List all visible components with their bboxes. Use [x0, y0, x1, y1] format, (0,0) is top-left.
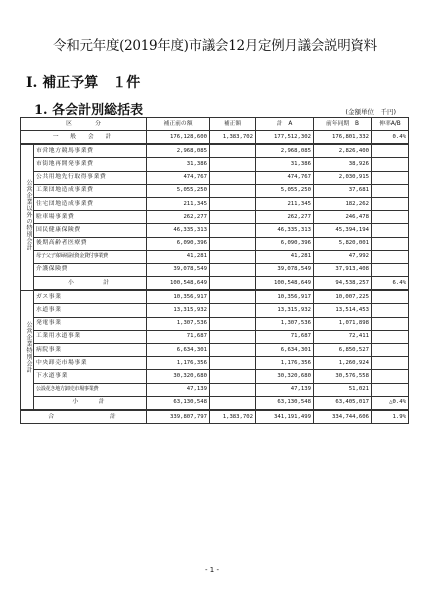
header-row — [21, 118, 409, 131]
enterprise-total: 10,356,917 — [256, 290, 314, 304]
enterprise-prior-year: 72,411 — [314, 330, 372, 343]
special-row — [21, 237, 409, 250]
special-prior-year: 45,394,194 — [314, 224, 372, 237]
enterprise-correction — [210, 330, 256, 343]
enterprise-name: 病院事業 — [34, 344, 147, 357]
section-heading: Ⅰ. 補正予算 １件 — [26, 75, 141, 91]
page-number: - 1 - — [205, 566, 219, 574]
enterprise-prior-year: 51,021 — [314, 383, 372, 396]
special-budget-before: 474,767 — [147, 171, 210, 184]
special-group-label — [21, 144, 34, 290]
special-prior-year: 182,262 — [314, 197, 372, 210]
special-subtotal-label: 小 計 — [34, 277, 147, 291]
general-prior-year: 176,801,332 — [314, 131, 372, 145]
special-prior-year: 2,826,400 — [314, 144, 372, 158]
special-correction — [210, 158, 256, 171]
special-budget-before: 6,090,396 — [147, 237, 210, 250]
special-ratio — [372, 250, 409, 263]
enterprise-total: 1,176,356 — [256, 357, 314, 370]
enterprise-subtotal-correction — [210, 396, 256, 410]
special-row — [21, 250, 409, 263]
special-correction — [210, 197, 256, 210]
general-correction: 1,383,702 — [210, 131, 256, 145]
special-prior-year: 38,926 — [314, 158, 372, 171]
special-ratio — [372, 171, 409, 184]
special-name: 市街地再開発事業費 — [34, 158, 147, 171]
special-subtotal-prior-year: 94,538,257 — [314, 277, 372, 291]
special-row — [21, 211, 409, 224]
enterprise-budget-before: 1,176,356 — [147, 357, 210, 370]
general-budget-before: 176,128,600 — [147, 131, 210, 145]
enterprise-name: ガス事業 — [34, 290, 147, 304]
document-title: 令和元年度(2019年度)市議会12月定例月議会説明資料 — [53, 38, 377, 54]
grand-total-correction: 1,383,702 — [210, 410, 256, 424]
special-name: 駐車場事業費 — [34, 211, 147, 224]
general-ratio: 0.4% — [372, 131, 409, 145]
special-name: 住宅団地造成事業費 — [34, 197, 147, 210]
header-total: 計 A — [256, 118, 314, 131]
enterprise-row — [21, 383, 409, 396]
special-subtotal-budget-before: 100,548,649 — [147, 277, 210, 291]
enterprise-ratio — [372, 357, 409, 370]
special-prior-year: 37,913,408 — [314, 263, 372, 276]
enterprise-total: 6,634,301 — [256, 344, 314, 357]
special-name: 介護保険費 — [34, 263, 147, 276]
special-budget-before: 39,078,549 — [147, 263, 210, 276]
special-prior-year: 47,992 — [314, 250, 372, 263]
special-ratio — [372, 144, 409, 158]
special-budget-before: 41,281 — [147, 250, 210, 263]
enterprise-row — [21, 290, 409, 304]
enterprise-row — [21, 330, 409, 343]
general-total: 177,512,302 — [256, 131, 314, 145]
enterprise-ratio — [372, 383, 409, 396]
special-name: 市営地方競馬事業費 — [34, 144, 147, 158]
special-ratio — [372, 158, 409, 171]
enterprise-group-text: 公営企業特別会計 — [25, 321, 32, 374]
enterprise-correction — [210, 357, 256, 370]
enterprise-group-label — [21, 290, 34, 410]
general-account-row — [21, 131, 409, 145]
special-total: 41,281 — [256, 250, 314, 263]
enterprise-budget-before: 13,315,932 — [147, 304, 210, 317]
special-name: 公共用地先行取得事業費 — [34, 171, 147, 184]
special-correction — [210, 250, 256, 263]
enterprise-prior-year: 10,007,225 — [314, 290, 372, 304]
special-correction — [210, 144, 256, 158]
special-prior-year: 246,478 — [314, 211, 372, 224]
special-ratio — [372, 237, 409, 250]
unit-note: (金額単位 千円) — [345, 108, 396, 116]
enterprise-ratio — [372, 370, 409, 383]
special-total: 262,277 — [256, 211, 314, 224]
enterprise-subtotal-ratio: △0.4% — [372, 396, 409, 410]
enterprise-budget-before: 6,634,301 — [147, 344, 210, 357]
grand-total-prior-year: 334,744,606 — [314, 410, 372, 424]
enterprise-name: 中央卸売市場事業 — [34, 357, 147, 370]
grand-total-total: 341,191,499 — [256, 410, 314, 424]
enterprise-correction — [210, 317, 256, 330]
subsection-heading: 1. 各会計別総括表 — [34, 103, 144, 118]
special-subtotal-correction — [210, 277, 256, 291]
special-ratio — [372, 224, 409, 237]
special-total: 31,386 — [256, 158, 314, 171]
special-name: 母子父子寡婦福祉資金貸付事業費 — [34, 250, 147, 263]
special-group-text: 公営企業以外の特別会計 — [25, 179, 32, 251]
special-correction — [210, 171, 256, 184]
enterprise-subtotal-total: 63,130,548 — [256, 396, 314, 410]
special-budget-before: 46,335,313 — [147, 224, 210, 237]
enterprise-ratio — [372, 290, 409, 304]
special-prior-year: 37,681 — [314, 184, 372, 197]
special-total: 474,767 — [256, 171, 314, 184]
special-ratio — [372, 197, 409, 210]
enterprise-subtotal-budget-before: 63,130,548 — [147, 396, 210, 410]
enterprise-row — [21, 317, 409, 330]
enterprise-budget-before: 10,356,917 — [147, 290, 210, 304]
enterprise-budget-before: 71,687 — [147, 330, 210, 343]
enterprise-correction — [210, 383, 256, 396]
header-correction: 補正額 — [210, 118, 256, 131]
special-subtotal-row — [21, 277, 409, 291]
grand-total-row — [21, 410, 409, 424]
enterprise-correction — [210, 304, 256, 317]
header-prior-year: 前年同期 B — [314, 118, 372, 131]
enterprise-correction — [210, 344, 256, 357]
enterprise-row — [21, 357, 409, 370]
special-row — [21, 158, 409, 171]
budget-summary-table — [20, 117, 409, 424]
header-budget-before: 補正前の額 — [147, 118, 210, 131]
special-name: 工業団地造成事業費 — [34, 184, 147, 197]
special-row — [21, 197, 409, 210]
special-correction — [210, 237, 256, 250]
special-total: 5,055,250 — [256, 184, 314, 197]
enterprise-budget-before: 47,139 — [147, 383, 210, 396]
general-label: 一 般 会 計 — [21, 131, 147, 145]
special-budget-before: 211,345 — [147, 197, 210, 210]
special-row — [21, 144, 409, 158]
enterprise-prior-year: 30,576,558 — [314, 370, 372, 383]
enterprise-name: 工業用水道事業 — [34, 330, 147, 343]
enterprise-correction — [210, 370, 256, 383]
enterprise-total: 47,139 — [256, 383, 314, 396]
header-kubun: 区 分 — [21, 118, 147, 131]
grand-total-ratio: 1.9% — [372, 410, 409, 424]
special-total: 2,968,085 — [256, 144, 314, 158]
special-correction — [210, 224, 256, 237]
special-total: 6,090,396 — [256, 237, 314, 250]
enterprise-ratio — [372, 330, 409, 343]
special-prior-year: 2,030,915 — [314, 171, 372, 184]
special-row — [21, 224, 409, 237]
header-ratio: 伸率A/B — [372, 118, 409, 131]
special-subtotal-total: 100,548,649 — [256, 277, 314, 291]
special-name: 後期高齢者医療費 — [34, 237, 147, 250]
enterprise-name: 下水道事業 — [34, 370, 147, 383]
enterprise-subtotal-prior-year: 63,405,017 — [314, 396, 372, 410]
enterprise-total: 71,687 — [256, 330, 314, 343]
enterprise-row — [21, 304, 409, 317]
enterprise-name: 公設花き地方卸売市場事業費 — [34, 383, 147, 396]
enterprise-row — [21, 370, 409, 383]
enterprise-budget-before: 1,307,536 — [147, 317, 210, 330]
special-ratio — [372, 211, 409, 224]
special-total: 39,078,549 — [256, 263, 314, 276]
special-budget-before: 31,386 — [147, 158, 210, 171]
special-row — [21, 263, 409, 276]
special-correction — [210, 211, 256, 224]
special-name: 国民健康保険費 — [34, 224, 147, 237]
special-total: 46,335,313 — [256, 224, 314, 237]
enterprise-total: 30,320,680 — [256, 370, 314, 383]
enterprise-ratio — [372, 304, 409, 317]
enterprise-budget-before: 30,320,680 — [147, 370, 210, 383]
special-total: 211,345 — [256, 197, 314, 210]
enterprise-total: 13,315,932 — [256, 304, 314, 317]
special-prior-year: 5,820,001 — [314, 237, 372, 250]
special-subtotal-ratio: 6.4% — [372, 277, 409, 291]
enterprise-prior-year: 13,514,453 — [314, 304, 372, 317]
special-ratio — [372, 184, 409, 197]
enterprise-ratio — [372, 344, 409, 357]
special-correction — [210, 263, 256, 276]
enterprise-name: 水道事業 — [34, 304, 147, 317]
enterprise-prior-year: 6,850,527 — [314, 344, 372, 357]
enterprise-prior-year: 1,260,924 — [314, 357, 372, 370]
grand-total-budget-before: 339,807,797 — [147, 410, 210, 424]
enterprise-total: 1,307,536 — [256, 317, 314, 330]
enterprise-subtotal-label: 小 計 — [34, 396, 147, 410]
special-budget-before: 2,968,085 — [147, 144, 210, 158]
special-ratio — [372, 263, 409, 276]
enterprise-correction — [210, 290, 256, 304]
enterprise-prior-year: 1,071,898 — [314, 317, 372, 330]
special-budget-before: 5,055,250 — [147, 184, 210, 197]
enterprise-ratio — [372, 317, 409, 330]
special-row — [21, 171, 409, 184]
grand-total-label: 合 計 — [21, 410, 147, 424]
enterprise-row — [21, 344, 409, 357]
enterprise-subtotal-row — [21, 396, 409, 410]
special-correction — [210, 184, 256, 197]
special-row — [21, 184, 409, 197]
special-budget-before: 262,277 — [147, 211, 210, 224]
enterprise-name: 発電事業 — [34, 317, 147, 330]
